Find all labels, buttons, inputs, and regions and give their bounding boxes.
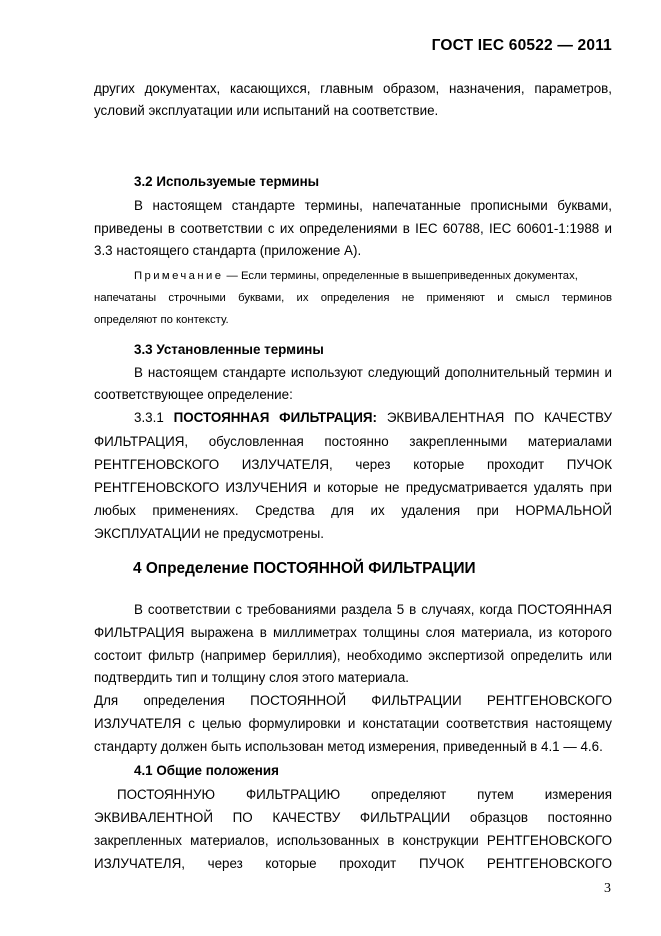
- definition-line-3: РЕНТГЕНОВСКОГО ИЗЛУЧАТЕЛЯ, через которые проходит ПУЧОК: [94, 457, 612, 472]
- note-text-1: — Если термины, определенные в вышеприведенных документах,: [226, 270, 578, 282]
- s32-line-3: 3.3 настоящего стандарта (приложение А).: [94, 243, 362, 258]
- note-line-1: [134, 268, 612, 285]
- s32-line-1: В настоящем стандарте термины, напечатанные прописными буквами,: [134, 198, 612, 213]
- s41-line-4: ИЗЛУЧАТЕЛЯ, через которые проходит ПУЧОК РЕНТГЕНОВСКОГО: [94, 856, 612, 871]
- s41-line-3: закрепленных материалов, использованных в конструкции РЕНТГЕНОВСКОГО: [94, 833, 612, 848]
- s33-line-1: В настоящем стандарте используют следующий дополнительный термин и: [134, 365, 612, 380]
- section-4-1-title: 4.1 Общие положения: [134, 763, 279, 778]
- s4-p2-line-2: ИЗЛУЧАТЕЛЯ с целью формулировки и констатации соответствия настоящему: [94, 716, 612, 731]
- definition-text-1: ЭКВИВАЛЕНТНАЯ ПО КАЧЕСТВУ: [386, 410, 612, 425]
- definition-line-2: ФИЛЬТРАЦИЯ, обусловленная постоянно закрепленными материалами: [94, 434, 612, 449]
- definition-term: ПОСТОЯННАЯ ФИЛЬТРАЦИЯ:: [173, 410, 377, 425]
- definition-line-6: ЭКСПЛУАТАЦИИ не предусмотрены.: [94, 526, 324, 541]
- s4-p1-line-4: подтвердить тип и толщину слоя этого материала.: [94, 670, 410, 685]
- section-4-title: 4 Определение ПОСТОЯННОЙ ФИЛЬТРАЦИИ: [133, 560, 476, 577]
- s4-p2-line-3: стандарту должен быть использован метод измерения, приведенный в 4.1 — 4.6.: [94, 739, 603, 754]
- definition-line-5: любых применениях. Средства для их удаления при НОРМАЛЬНОЙ: [94, 503, 612, 518]
- intro-line-1: других документах, касающихся, главным образом, назначения, параметров,: [94, 81, 612, 96]
- note-label: Примечание: [134, 270, 224, 282]
- s4-p1-line-3: состоит фильтр (например бериллия), необходимо экспертизой определить или: [94, 648, 612, 663]
- s32-line-2: приведены в соответствии с их определениями в IEC 60788, IEC 60601-1:1988 и: [94, 221, 612, 236]
- page-number: 3: [604, 881, 611, 896]
- section-3-3-title: 3.3 Установленные термины: [134, 342, 324, 357]
- s4-p1-line-2: ФИЛЬТРАЦИЯ выражена в миллиметрах толщины слоя материала, из которого: [94, 625, 612, 640]
- s4-p2-line-1: Для определения ПОСТОЯННОЙ ФИЛЬТРАЦИИ РЕНТГЕНОВСКОГО: [94, 693, 612, 708]
- definition-number: 3.3.1: [134, 410, 164, 425]
- s4-p1-line-1: В соответствии с требованиями раздела 5 в случаях, когда ПОСТОЯННАЯ: [134, 602, 612, 617]
- document-id-header: ГОСТ IEC 60522 — 2011: [431, 37, 612, 54]
- s41-line-1: ПОСТОЯННУЮ ФИЛЬТРАЦИЮ определяют путем измерения: [117, 787, 612, 802]
- section-3-2-title: 3.2 Используемые термины: [134, 174, 320, 189]
- definition-line-4: РЕНТГЕНОВСКОГО ИЗЛУЧЕНИЯ и которые не предусматривается удалять при: [94, 480, 612, 495]
- s41-line-2: ЭКВИВАЛЕНТНОЙ ПО КАЧЕСТВУ ФИЛЬТРАЦИИ образцов постоянно: [94, 810, 612, 825]
- note-line-2: напечатаны строчными буквами, их определения не применяют и смысл терминов: [94, 292, 612, 304]
- intro-line-2: условий эксплуатации или испытаний на соответствие.: [94, 103, 439, 118]
- note-line-3: определяют по контексту.: [94, 314, 229, 326]
- s33-line-2: соответствующее определение:: [94, 387, 293, 402]
- definition-line-1: [134, 409, 612, 426]
